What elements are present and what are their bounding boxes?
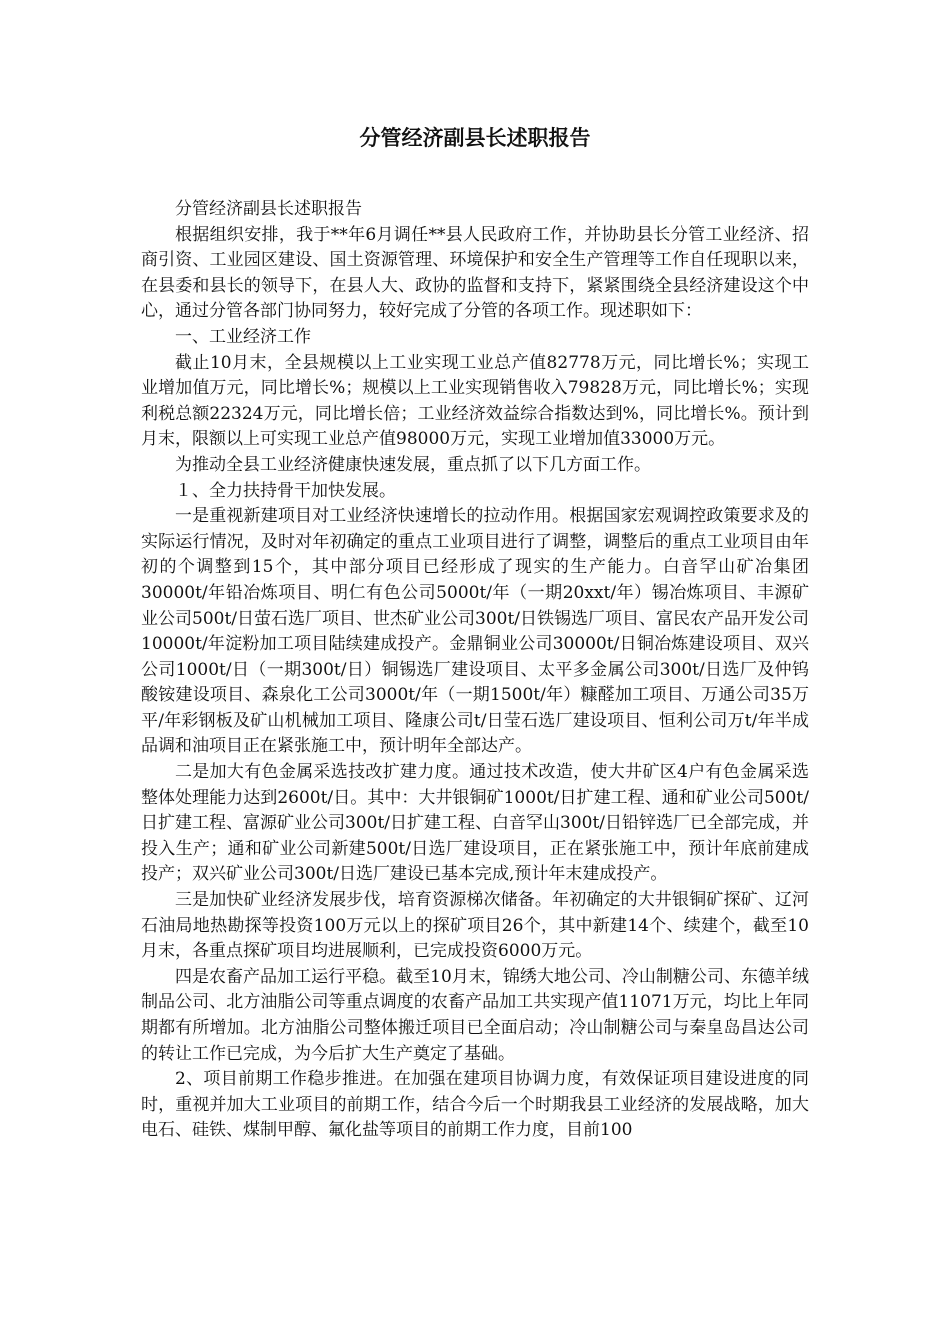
paragraph-key-work: 为推动全县工业经济健康快速发展，重点抓了以下几方面工作。: [175, 454, 651, 475]
document-body: [141, 197, 809, 1144]
paragraph-subtitle: 分管经济副县长述职报告: [175, 199, 362, 219]
paragraph-intro: 根据组织安排，我于**年6月调任**县人民政府工作，并协助县长分管工业经济、招商引资、工业园区建设、国土资源管理、环境保护和安全生产管理等工作自任现职以来，在县委和县长的领导下，在县人大、政协的监督和支持下，紧紧围绕全县经济建设这个中心，通过分管各部门协同努力，较好完成了分管的各项工作。现述职如下：: [141, 224, 809, 322]
section-heading-industrial-economy: 一、工业经济工作: [175, 326, 311, 347]
subheading-support-backbone: １、全力扶持骨干加快发展。: [175, 480, 396, 501]
paragraph-agri-processing: 四是农畜产品加工运行平稳。截至10月末，锦绣大地公司、冷山制糖公司、东德羊绒制品公司、北方油脂公司等重点调度的农畜产品加工共实现产值11071万元，均比上年同期都有所增加。北方油脂公司整体搬迁项目已全面启动；冷山制糖公司与秦皇岛昌达公司的转让工作已完成，为今后扩大生产奠定了基础。: [141, 966, 809, 1064]
paragraph-project-preparation: 2、项目前期工作稳步推进。在加强在建项目协调力度，有效保证项目建设进度的同时，重视并加大工业项目的前期工作，结合今后一个时期我县工业经济的发展战略，加大电石、硅铁、煤制甲醇、氟化盐等项目的前期工作力度，目前100: [141, 1069, 809, 1141]
paragraph-statistics: 截止10月末，全县规模以上工业实现工业总产值82778万元，同比增长%；实现工业增加值万元，同比增长%；规模以上工业实现销售收入79828万元，同比增长%；实现利税总额22324万元，同比增长倍；工业经济效益综合指数达到%，同比增长%。预计到月末，限额以上可实现工业总产值98000万元，实现工业增加值33000万元。: [141, 352, 809, 450]
paragraph-mining-economy: 三是加快矿业经济发展步伐，培育资源梯次储备。年初确定的大井银铜矿探矿、辽河石油局地热勘探等投资100万元以上的探矿项目26个，其中新建14个、续建个，截至10月末，各重点探矿项目均进展顺利，已完成投资6000万元。: [141, 890, 809, 962]
document-title: 分管经济副县长述职报告: [359, 125, 591, 150]
paragraph-nonferrous-metals: 二是加大有色金属采选技改扩建力度。通过技术改造，使大井矿区4户有色金属采选整体处理能力达到2600t/日。其中：大井银铜矿1000t/日扩建工程、通和矿业公司500t/日扩建工程、富源矿业公司300t/日扩建工程、白音罕山300t/日铅锌选厂已全部完成，并投入生产；通和矿业公司新建500t/日选厂建设项目，正在紧张施工中，预计年底前建成投产；双兴矿业公司300t/日选厂建设已基本完成,预计年末建成投产。: [141, 762, 810, 885]
paragraph-new-projects: 一是重视新建项目对工业经济快速增长的拉动作用。根据国家宏观调控政策要求及的实际运行情况，及时对年初确定的重点工业项目进行了调整，调整后的重点工业项目由年初的个调整到15个，其中部分项目已经形成了现实的生产能力。白音罕山矿冶集团30000t/年铅冶炼项目、明仁有色公司5000t/年（一期20xxt/年）锡冶炼项目、丰源矿业公司500t/日萤石选厂项目、世杰矿业公司300t/日铁锡选厂项目、富民农产品开发公司10000t/年淀粉加工项目陆续建成投产。金鼎铜业公司30000t/日铜冶炼建设项目、双兴公司1000t/日（一期300t/日）铜锡选厂建设项目、太平多金属公司300t/日选厂及仲钨酸铵建设项目、森泉化工公司3000t/年（一期1500t/年）糠醛加工项目、万通公司35万平/年彩钢板及矿山机械加工项目、隆康公司t/日莹石选厂建设项目、恒利公司万t/年半成品调和油项目正在紧张施工中，预计明年全部达产。: [141, 506, 810, 757]
